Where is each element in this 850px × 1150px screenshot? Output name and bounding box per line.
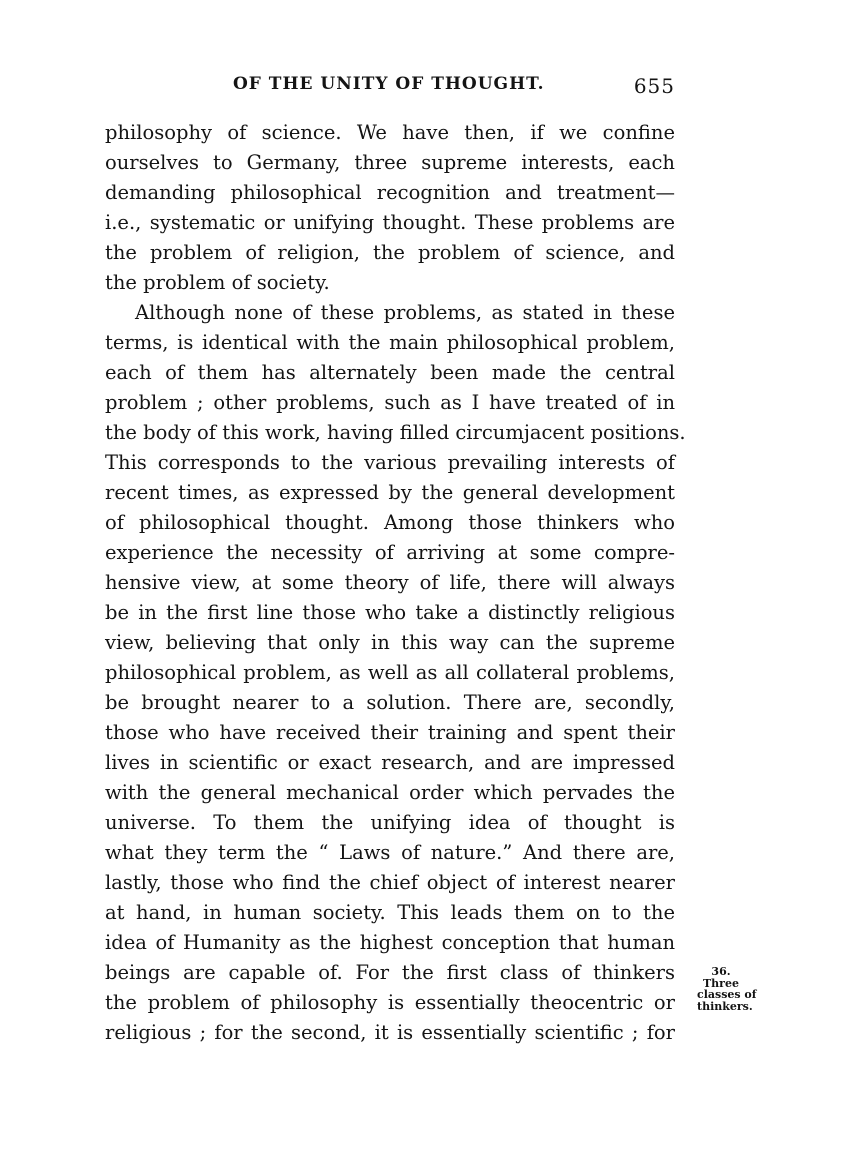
margin-note-number: 36. <box>711 965 731 978</box>
text-line: of philosophical thought. Among those thinkers who <box>105 511 675 534</box>
text-line: the problem of philosophy is essentially theocentric or <box>105 991 675 1014</box>
text-line: lastly, those who find the chief object of interest nearer <box>105 871 675 894</box>
running-title: OF THE UNITY OF THOUGHT. <box>233 74 545 94</box>
text-line: i.e., systematic or unifying thought. These problems are <box>105 211 675 234</box>
margin-note <box>697 965 757 1013</box>
page-number: 655 <box>633 74 675 98</box>
text-line: religious ; for the second, it is essentially scientific ; for <box>105 1021 675 1044</box>
text-line: those who have received their training and spent their <box>105 721 675 744</box>
text-line: the problem of religion, the problem of science, and <box>105 241 675 264</box>
text-line: recent times, as expressed by the general development <box>105 481 675 504</box>
text-line: what they term the “ Laws of nature.” And there are, <box>105 841 675 864</box>
running-header <box>105 74 675 100</box>
text-line: This corresponds to the various prevailing interests of <box>105 451 675 474</box>
text-line: be in the first line those who take a distinctly religious <box>105 601 675 624</box>
text-line: be brought nearer to a solution. There are, secondly, <box>105 691 675 714</box>
text-line: philosophical problem, as well as all collateral problems, <box>105 661 675 684</box>
text-line: idea of Humanity as the highest conception that human <box>105 931 675 954</box>
text-line: terms, is identical with the main philosophical problem, <box>105 331 675 354</box>
text-line: experience the necessity of arriving at some compre- <box>105 541 675 564</box>
text-line: with the general mechanical order which pervades the <box>105 781 675 804</box>
text-line: the problem of society. <box>105 271 330 294</box>
text-line: beings are capable of. For the first class of thinkers <box>105 961 675 984</box>
text-line: the body of this work, having filled circumjacent positions. <box>105 421 686 444</box>
text-line: demanding philosophical recognition and treatment— <box>105 181 675 204</box>
text-line: each of them has alternately been made the central <box>105 361 675 384</box>
text-line: hensive view, at some theory of life, there will always <box>105 571 675 594</box>
paragraph-start-line: Although none of these problems, as stated in these <box>135 301 675 324</box>
margin-note-line: thinkers. <box>697 999 753 1013</box>
body-text <box>105 118 686 1048</box>
text-line: at hand, in human society. This leads them on to the <box>105 901 675 924</box>
margin-note-line: classes of <box>697 988 757 1001</box>
text-line: ourselves to Germany, three supreme interests, each <box>105 151 675 174</box>
margin-note-line: Three <box>703 976 739 990</box>
text-line: view, believing that only in this way can the supreme <box>105 631 675 654</box>
text-line: problem ; other problems, such as I have treated of in <box>105 391 675 414</box>
text-line: lives in scientific or exact research, and are impressed <box>105 751 675 774</box>
text-line: universe. To them the unifying idea of thought is <box>105 811 675 834</box>
text-line: philosophy of science. We have then, if we confine <box>105 121 675 144</box>
